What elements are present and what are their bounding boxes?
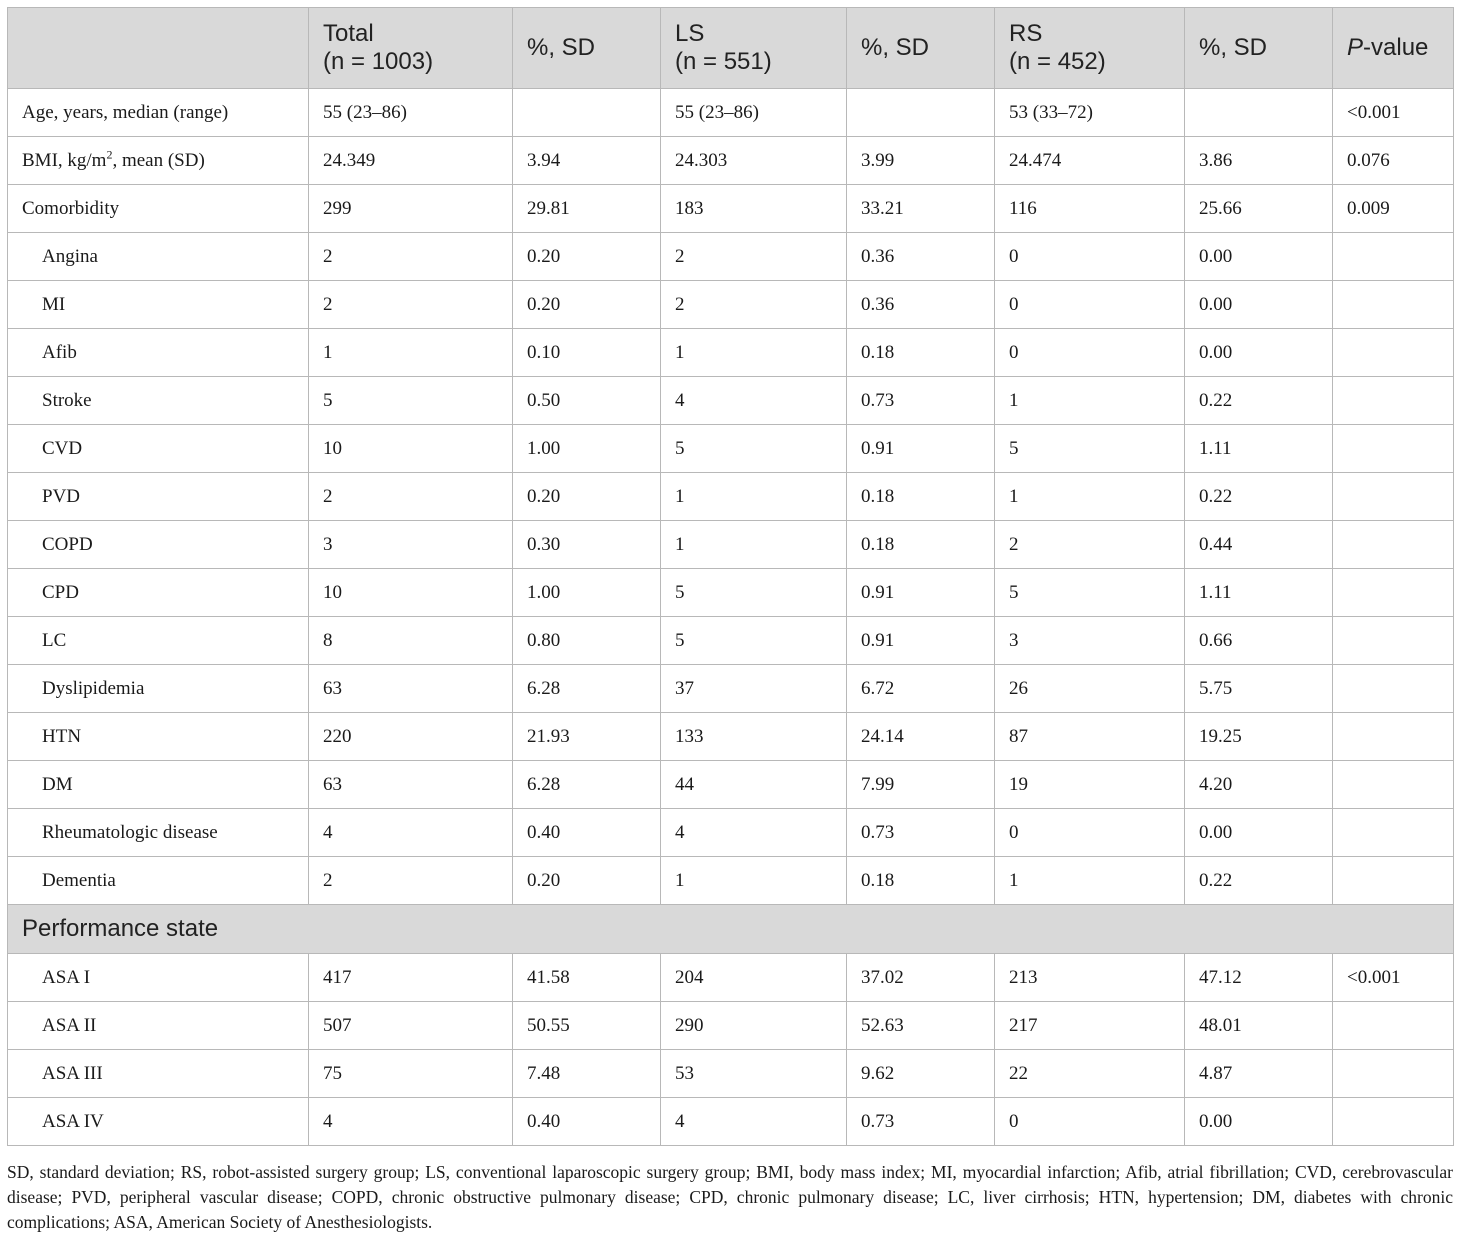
cell-rs-pct: 0.66	[1185, 617, 1333, 665]
header-rs-n: (n = 452)	[1009, 48, 1106, 75]
cell-rs-pct: 0.22	[1185, 857, 1333, 905]
cell-ls-pct: 0.73	[847, 1098, 995, 1146]
cell-rs-n: 1	[995, 473, 1185, 521]
cell-total-n: 2	[309, 281, 513, 329]
cell-total-n: 1	[309, 329, 513, 377]
header-rs-pct-sd: %, SD	[1185, 8, 1333, 89]
cell-total-pct: 6.28	[513, 665, 661, 713]
cell-p-value	[1333, 473, 1454, 521]
cell-ls-n: 4	[661, 809, 847, 857]
cell-rs-n: 3	[995, 617, 1185, 665]
row-label: MI	[8, 281, 309, 329]
cell-rs-n: 2	[995, 521, 1185, 569]
cell-ls-pct: 3.99	[847, 137, 995, 185]
cell-rs-pct: 0.44	[1185, 521, 1333, 569]
cell-total-pct: 7.48	[513, 1050, 661, 1098]
cell-p-value	[1333, 521, 1454, 569]
cell-rs-n: 0	[995, 233, 1185, 281]
cell-total-n: 220	[309, 713, 513, 761]
cell-rs-pct: 48.01	[1185, 1002, 1333, 1050]
cell-rs-n: 26	[995, 665, 1185, 713]
row-label: Rheumatologic disease	[8, 809, 309, 857]
cell-total-n: 299	[309, 185, 513, 233]
cell-ls-pct: 0.73	[847, 377, 995, 425]
header-total-title: Total	[323, 20, 374, 47]
table-row	[8, 329, 1454, 377]
cell-rs-pct: 0.00	[1185, 329, 1333, 377]
cell-rs-pct: 0.22	[1185, 473, 1333, 521]
cell-ls-n: 4	[661, 377, 847, 425]
cell-p-value	[1333, 809, 1454, 857]
table-row	[8, 665, 1454, 713]
cell-ls-n: 37	[661, 665, 847, 713]
cell-ls-n: 2	[661, 233, 847, 281]
cell-total-pct: 41.58	[513, 954, 661, 1002]
cell-ls-n: 204	[661, 954, 847, 1002]
cell-total-n: 2	[309, 473, 513, 521]
row-label-text-suffix: , mean (SD)	[112, 149, 205, 171]
cell-rs-n: 24.474	[995, 137, 1185, 185]
cell-rs-pct: 1.11	[1185, 425, 1333, 473]
cell-ls-n: 5	[661, 569, 847, 617]
cell-p-value	[1333, 569, 1454, 617]
cell-total-n: 10	[309, 425, 513, 473]
table-row	[8, 713, 1454, 761]
cell-ls-pct: 0.36	[847, 281, 995, 329]
table-header	[8, 8, 1454, 89]
cell-ls-n: 183	[661, 185, 847, 233]
cell-total-pct: 0.80	[513, 617, 661, 665]
row-label: ASA IV	[8, 1098, 309, 1146]
cell-total-n: 3	[309, 521, 513, 569]
cell-total-n: 8	[309, 617, 513, 665]
cell-ls-n: 1	[661, 521, 847, 569]
cell-total-pct	[513, 89, 661, 137]
cell-total-pct: 1.00	[513, 425, 661, 473]
cell-rs-n: 53 (33–72)	[995, 89, 1185, 137]
cell-p-value	[1333, 1098, 1454, 1146]
cell-ls-n: 1	[661, 473, 847, 521]
header-ls-n: (n = 551)	[675, 48, 772, 75]
cell-ls-n: 5	[661, 617, 847, 665]
cell-p-value: 0.009	[1333, 185, 1454, 233]
header-total-n: (n = 1003)	[323, 48, 434, 75]
cell-rs-n: 116	[995, 185, 1185, 233]
table-row	[8, 1050, 1454, 1098]
table-row	[8, 377, 1454, 425]
cell-total-pct: 29.81	[513, 185, 661, 233]
header-ls-title: LS	[675, 20, 705, 47]
cell-total-pct: 1.00	[513, 569, 661, 617]
cell-total-n: 4	[309, 1098, 513, 1146]
cell-total-pct: 3.94	[513, 137, 661, 185]
header-blank-cell	[8, 8, 309, 89]
cell-p-value	[1333, 1050, 1454, 1098]
cell-rs-n: 1	[995, 377, 1185, 425]
table-row	[8, 89, 1454, 137]
cell-rs-pct	[1185, 89, 1333, 137]
cell-p-value	[1333, 857, 1454, 905]
cell-total-n: 2	[309, 233, 513, 281]
table-row	[8, 521, 1454, 569]
cell-total-n: 63	[309, 761, 513, 809]
cell-ls-n: 55 (23–86)	[661, 89, 847, 137]
cell-ls-pct: 0.91	[847, 617, 995, 665]
cell-ls-pct: 9.62	[847, 1050, 995, 1098]
table-body	[8, 89, 1454, 1146]
cell-p-value	[1333, 761, 1454, 809]
cell-total-n: 75	[309, 1050, 513, 1098]
table-row	[8, 281, 1454, 329]
cell-ls-pct: 0.18	[847, 473, 995, 521]
cell-ls-pct: 0.18	[847, 329, 995, 377]
cell-ls-pct: 0.91	[847, 569, 995, 617]
cell-rs-n: 0	[995, 281, 1185, 329]
cell-total-pct: 0.30	[513, 521, 661, 569]
cell-total-pct: 0.10	[513, 329, 661, 377]
cell-ls-n: 44	[661, 761, 847, 809]
cell-total-n: 63	[309, 665, 513, 713]
cell-rs-pct: 19.25	[1185, 713, 1333, 761]
cell-rs-pct: 0.22	[1185, 377, 1333, 425]
cell-p-value	[1333, 1002, 1454, 1050]
cell-total-pct: 0.20	[513, 233, 661, 281]
cell-rs-n: 22	[995, 1050, 1185, 1098]
row-label: ASA I	[8, 954, 309, 1002]
table-row	[8, 1002, 1454, 1050]
cell-ls-n: 53	[661, 1050, 847, 1098]
cell-total-pct: 0.20	[513, 857, 661, 905]
row-label: DM	[8, 761, 309, 809]
cell-rs-pct: 0.00	[1185, 233, 1333, 281]
cell-p-value: <0.001	[1333, 954, 1454, 1002]
cell-rs-n: 19	[995, 761, 1185, 809]
cell-rs-pct: 5.75	[1185, 665, 1333, 713]
cell-ls-n: 24.303	[661, 137, 847, 185]
baseline-characteristics-table	[7, 7, 1454, 1146]
cell-rs-pct: 4.87	[1185, 1050, 1333, 1098]
cell-rs-pct: 0.00	[1185, 1098, 1333, 1146]
row-label-superscript: 2	[106, 147, 113, 162]
cell-ls-n: 1	[661, 857, 847, 905]
table-row	[8, 857, 1454, 905]
cell-ls-pct: 7.99	[847, 761, 995, 809]
cell-p-value: 0.076	[1333, 137, 1454, 185]
header-ls-pct-sd: %, SD	[847, 8, 995, 89]
row-label: Age, years, median (range)	[8, 89, 309, 137]
cell-rs-n: 0	[995, 1098, 1185, 1146]
cell-ls-pct: 37.02	[847, 954, 995, 1002]
cell-ls-n: 290	[661, 1002, 847, 1050]
cell-rs-n: 1	[995, 857, 1185, 905]
row-label: LC	[8, 617, 309, 665]
cell-total-n: 10	[309, 569, 513, 617]
cell-ls-pct: 6.72	[847, 665, 995, 713]
header-total	[309, 8, 513, 89]
cell-rs-pct: 47.12	[1185, 954, 1333, 1002]
section-label: Performance state	[8, 905, 1454, 954]
cell-total-n: 24.349	[309, 137, 513, 185]
cell-rs-pct: 1.11	[1185, 569, 1333, 617]
row-label: COPD	[8, 521, 309, 569]
table-row	[8, 569, 1454, 617]
header-p-italic: P	[1347, 34, 1364, 61]
cell-rs-n: 213	[995, 954, 1185, 1002]
cell-rs-n: 87	[995, 713, 1185, 761]
cell-p-value	[1333, 617, 1454, 665]
cell-ls-pct: 0.36	[847, 233, 995, 281]
row-label: Stroke	[8, 377, 309, 425]
cell-p-value	[1333, 233, 1454, 281]
cell-total-pct: 0.40	[513, 809, 661, 857]
cell-ls-n: 133	[661, 713, 847, 761]
cell-ls-n: 2	[661, 281, 847, 329]
cell-ls-pct	[847, 89, 995, 137]
row-label	[8, 137, 309, 185]
cell-ls-n: 5	[661, 425, 847, 473]
table-row	[8, 617, 1454, 665]
header-row	[8, 8, 1454, 89]
cell-total-pct: 21.93	[513, 713, 661, 761]
cell-p-value	[1333, 329, 1454, 377]
cell-p-value	[1333, 281, 1454, 329]
cell-total-n: 4	[309, 809, 513, 857]
table-row	[8, 809, 1454, 857]
cell-total-n: 55 (23–86)	[309, 89, 513, 137]
cell-rs-pct: 0.00	[1185, 809, 1333, 857]
row-label: ASA II	[8, 1002, 309, 1050]
cell-total-n: 507	[309, 1002, 513, 1050]
row-label: HTN	[8, 713, 309, 761]
table-row	[8, 425, 1454, 473]
cell-p-value	[1333, 377, 1454, 425]
cell-ls-pct: 0.18	[847, 521, 995, 569]
table-row	[8, 761, 1454, 809]
row-label: Angina	[8, 233, 309, 281]
header-p-value	[1333, 8, 1454, 89]
cell-ls-pct: 0.73	[847, 809, 995, 857]
table-row	[8, 473, 1454, 521]
cell-rs-n: 0	[995, 329, 1185, 377]
baseline-characteristics-table-container	[7, 7, 1453, 1146]
cell-ls-pct: 0.91	[847, 425, 995, 473]
table-row	[8, 185, 1454, 233]
header-rs-title: RS	[1009, 20, 1043, 47]
cell-total-n: 5	[309, 377, 513, 425]
table-footnote: SD, standard deviation; RS, robot-assisted surgery group; LS, conventional laparoscopic surgery group; BMI, body mass index; MI, myocardial infarction; Afib, atrial fibrillation; CVD, cerebrovascular disease; PVD, peripheral vascular disease; COPD, chronic obstructive pulmonary disease; CPD, chronic pulmonary disease; LC, liver cirrhosis; HTN, hypertension; DM, diabetes with chronic complications; ASA, American Society of Anesthesiologists.	[7, 1162, 1453, 1232]
cell-ls-pct: 52.63	[847, 1002, 995, 1050]
row-label: PVD	[8, 473, 309, 521]
table-row	[8, 954, 1454, 1002]
cell-total-pct: 6.28	[513, 761, 661, 809]
header-rs	[995, 8, 1185, 89]
cell-rs-n: 5	[995, 425, 1185, 473]
cell-rs-n: 217	[995, 1002, 1185, 1050]
table-row	[8, 1098, 1454, 1146]
cell-rs-pct: 3.86	[1185, 137, 1333, 185]
cell-total-pct: 0.50	[513, 377, 661, 425]
cell-total-n: 2	[309, 857, 513, 905]
cell-rs-pct: 4.20	[1185, 761, 1333, 809]
row-label: Dyslipidemia	[8, 665, 309, 713]
table-row	[8, 233, 1454, 281]
cell-total-pct: 50.55	[513, 1002, 661, 1050]
row-label: Afib	[8, 329, 309, 377]
cell-p-value: <0.001	[1333, 89, 1454, 137]
row-label: Comorbidity	[8, 185, 309, 233]
cell-total-pct: 0.20	[513, 473, 661, 521]
cell-p-value	[1333, 425, 1454, 473]
header-p-rest: -value	[1363, 34, 1429, 61]
header-total-pct-sd: %, SD	[513, 8, 661, 89]
cell-ls-pct: 24.14	[847, 713, 995, 761]
section-row-performance-state	[8, 905, 1454, 954]
cell-p-value	[1333, 665, 1454, 713]
row-label: Dementia	[8, 857, 309, 905]
row-label: ASA III	[8, 1050, 309, 1098]
cell-rs-pct: 0.00	[1185, 281, 1333, 329]
cell-p-value	[1333, 713, 1454, 761]
cell-ls-pct: 0.18	[847, 857, 995, 905]
table-row	[8, 137, 1454, 185]
cell-ls-pct: 33.21	[847, 185, 995, 233]
cell-ls-n: 1	[661, 329, 847, 377]
cell-total-pct: 0.20	[513, 281, 661, 329]
header-ls	[661, 8, 847, 89]
cell-rs-n: 0	[995, 809, 1185, 857]
cell-rs-pct: 25.66	[1185, 185, 1333, 233]
cell-rs-n: 5	[995, 569, 1185, 617]
row-label: CVD	[8, 425, 309, 473]
row-label: CPD	[8, 569, 309, 617]
cell-total-pct: 0.40	[513, 1098, 661, 1146]
row-label-text: BMI, kg/m	[22, 149, 107, 171]
cell-ls-n: 4	[661, 1098, 847, 1146]
cell-total-n: 417	[309, 954, 513, 1002]
